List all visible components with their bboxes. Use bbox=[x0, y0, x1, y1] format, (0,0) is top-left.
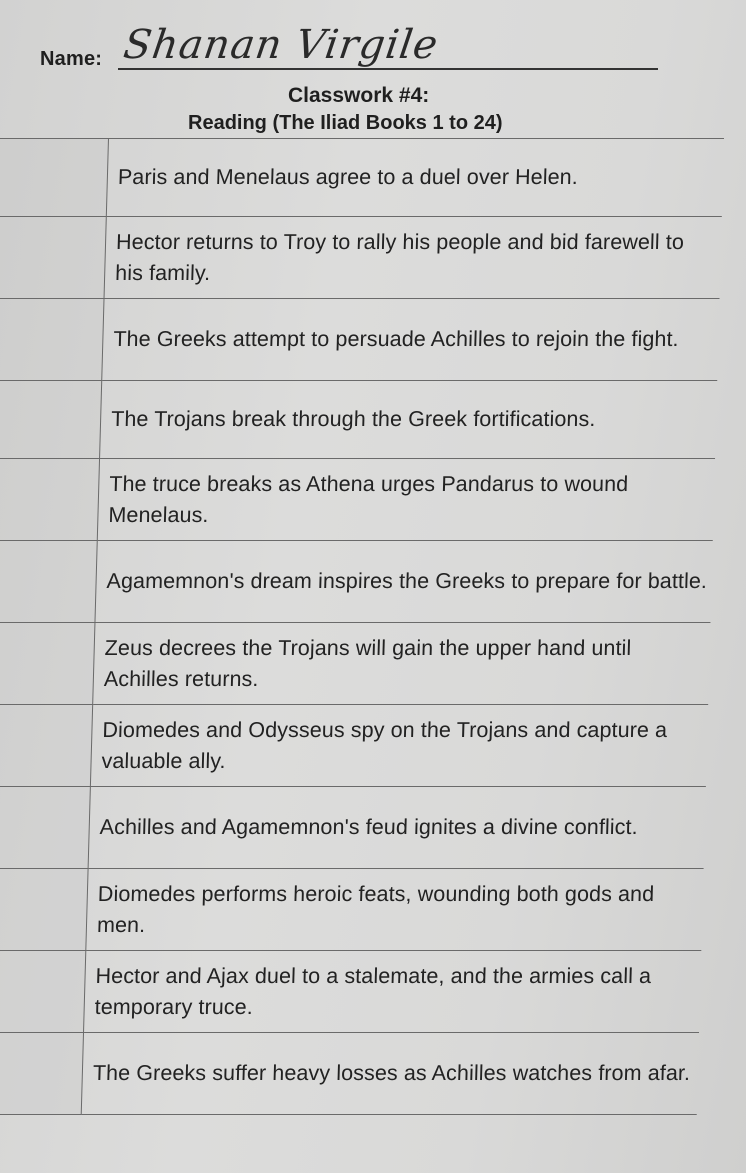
event-text: Paris and Menelaus agree to a duel over Helen. bbox=[106, 139, 724, 217]
table-row bbox=[0, 541, 713, 623]
table-row bbox=[0, 459, 715, 541]
table-row bbox=[0, 869, 704, 951]
order-cell[interactable] bbox=[0, 869, 88, 951]
event-text: Zeus decrees the Trojans will gain the upper hand until Achilles returns. bbox=[93, 623, 711, 705]
event-text: Diomedes performs heroic feats, wounding both gods and men. bbox=[86, 869, 704, 951]
table-row bbox=[0, 381, 717, 459]
name-underline bbox=[118, 68, 658, 70]
event-text: Achilles and Agamemnon's feud ignites a divine conflict. bbox=[88, 787, 706, 869]
event-text: Hector returns to Troy to rally his people and bid farewell to his family. bbox=[104, 217, 722, 299]
reading-subtitle: Reading (The Iliad Books 1 to 24) bbox=[188, 112, 503, 134]
event-text: The Greeks suffer heavy losses as Achilles watches from afar. bbox=[81, 1033, 699, 1115]
name-label: Name: bbox=[40, 48, 103, 70]
table-row bbox=[0, 623, 710, 705]
event-text: Diomedes and Odysseus spy on the Trojans and capture a valuable ally. bbox=[90, 705, 708, 787]
order-cell[interactable] bbox=[0, 381, 102, 459]
table-row bbox=[0, 139, 724, 217]
event-text: The truce breaks as Athena urges Pandarus to wound Menelaus. bbox=[97, 459, 715, 541]
order-cell[interactable] bbox=[0, 951, 86, 1033]
order-cell[interactable] bbox=[0, 705, 93, 787]
order-cell[interactable] bbox=[0, 217, 106, 299]
table-row bbox=[0, 1033, 699, 1115]
event-text: The Trojans break through the Greek fortifications. bbox=[100, 381, 718, 459]
order-cell[interactable] bbox=[0, 459, 100, 541]
order-cell[interactable] bbox=[0, 299, 104, 381]
order-cell[interactable] bbox=[0, 139, 108, 217]
event-text: The Greeks attempt to persuade Achilles to rejoin the fight. bbox=[102, 299, 720, 381]
order-cell[interactable] bbox=[0, 541, 97, 623]
table-row bbox=[0, 299, 720, 381]
event-text: Agamemnon's dream inspires the Greeks to prepare for battle. bbox=[95, 541, 713, 623]
table-row bbox=[0, 705, 708, 787]
order-cell[interactable] bbox=[0, 787, 90, 869]
table-row bbox=[0, 217, 722, 299]
events-table bbox=[0, 138, 724, 1115]
order-cell[interactable] bbox=[0, 623, 95, 705]
table-row bbox=[0, 951, 701, 1033]
classwork-title: Classwork #4: bbox=[288, 84, 430, 107]
table-row bbox=[0, 787, 706, 869]
order-cell[interactable] bbox=[0, 1033, 84, 1115]
event-text: Hector and Ajax duel to a stalemate, and the armies call a temporary truce. bbox=[84, 951, 702, 1033]
handwritten-name: Shanan Virgile bbox=[120, 22, 442, 68]
